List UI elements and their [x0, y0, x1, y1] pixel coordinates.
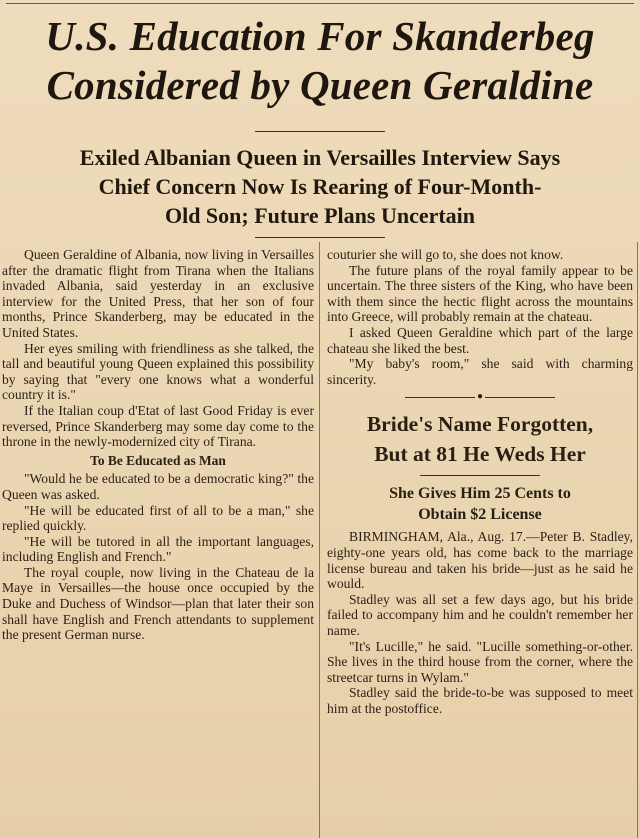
deck-line-1: Exiled Albanian Queen in Versailles Interview Says	[79, 145, 561, 170]
deck-divider	[255, 237, 385, 238]
section-subhead: To Be Educated as Man	[90, 452, 226, 468]
story2-divider	[420, 475, 540, 476]
deck-line-3: Old Son; Future Plans Uncertain	[164, 203, 476, 228]
article-paragraph: "He will be educated first of all to be a man," she replied quickly.	[2, 502, 314, 534]
story2-deck-line-1: She Gives Him 25 Cents to	[389, 485, 571, 503]
article-paragraph: Stadley was all set a few days ago, but his bride failed to accompany him and he couldn't remember her name.	[327, 591, 633, 638]
top-rule	[6, 3, 634, 4]
article-paragraph: BIRMINGHAM, Ala., Aug. 17.—Peter B. Stadley, eighty-one years old, has come back to the marriage license bureau and taken his bride—just as he said he would.	[327, 529, 633, 592]
article-paragraph: "My baby's room," she said with charming sincerity.	[327, 356, 633, 387]
separator-dot: ●	[476, 391, 484, 403]
right-border	[637, 242, 638, 838]
article-paragraph: If the Italian coup d'Etat of last Good Friday is ever reversed, Prince Skanderberg may some day come to the throne in the newly-modernized city of Tirana.	[2, 402, 314, 450]
article-paragraph: couturier she will go to, she does not know.	[327, 247, 564, 262]
article-paragraph: Stadley said the bride-to-be was supposed to meet him at the postoffice.	[327, 685, 633, 716]
separator-line	[485, 397, 555, 398]
article-paragraph: The royal couple, now living in the Chateau de la Maye in Versailles—the house once occupied by the Duke and Duchess of Windsor—plan that later their son shall have English and French attendants to supplement the present German nurse.	[2, 564, 314, 643]
article-paragraph: Queen Geraldine of Albania, now living in Versailles after the dramatic flight from Tirana when the Italians invaded Albania, said yesterday in an exclusive interview for the United Press, that her son of four months, Prince Skanderberg, may be educated in the United States.	[2, 247, 314, 340]
main-headline	[8, 12, 632, 110]
article-paragraph: "Would he be educated to be a democratic king?" the Queen was asked.	[2, 471, 314, 502]
story-separator	[327, 387, 633, 407]
article-paragraph: "He will be tutored in all the important languages, including English and French."	[2, 533, 314, 565]
article-column-right	[327, 247, 633, 838]
article-paragraph: The future plans of the royal family appear to be uncertain. The three sisters of the King, who have been with them since the hectic flight across the mountains into Greece, will probably remain at the chateau.	[327, 262, 633, 325]
article-column-left	[2, 247, 314, 838]
column-divider	[319, 242, 320, 838]
second-story-headline	[327, 409, 633, 469]
article-paragraph: Her eyes smiling with friendliness as she talked, the tall and beautiful young Queen explained this possibility by saying that "every one knows what a wonderful country it is."	[2, 340, 314, 403]
story2-deck-line-2: Obtain $2 License	[418, 506, 542, 524]
headline-divider	[255, 131, 385, 132]
article-paragraph: "It's Lucille," he said. "Lucille something-or-other. She lives in the third house from the corner, where the streetcar turns in Wylam."	[327, 638, 633, 685]
sub-headline-deck	[10, 143, 630, 230]
second-story-deck	[327, 483, 633, 525]
article-paragraph: I asked Queen Geraldine which part of the large chateau she liked the best.	[327, 324, 633, 356]
deck-line-2: Chief Concern Now Is Rearing of Four-Month-	[98, 174, 542, 199]
headline-line-2: Considered by Queen Geraldine	[46, 62, 594, 108]
story2-headline-line-2: But at 81 He Weds Her	[374, 442, 586, 467]
separator-line	[405, 397, 475, 398]
headline-line-1: U.S. Education For Skanderbeg	[45, 13, 595, 59]
story2-headline-line-1: Bride's Name Forgotten,	[366, 412, 594, 437]
